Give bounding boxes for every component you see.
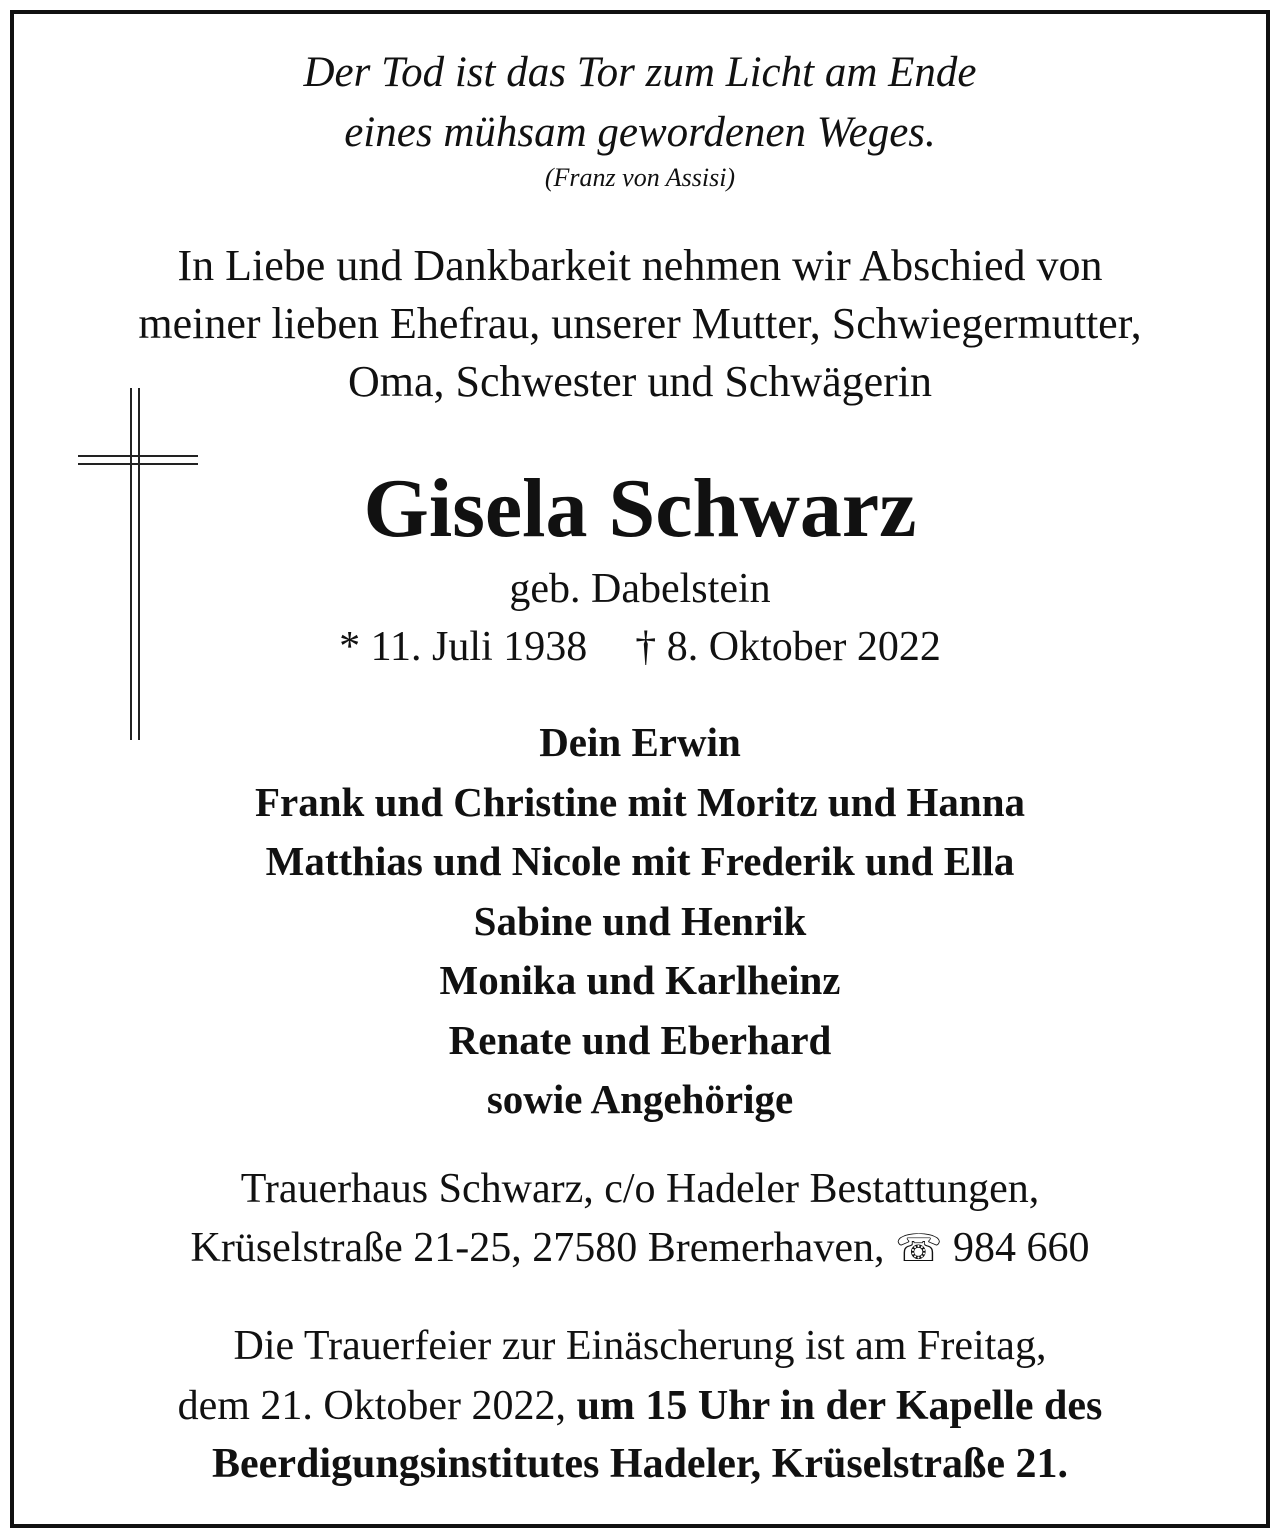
life-dates bbox=[0, 623, 1280, 671]
family-line: Monika und Karlheinz bbox=[439, 957, 841, 1003]
birth-name: geb. Dabelstein bbox=[509, 566, 771, 612]
ceremony-line-2 bbox=[0, 1382, 1280, 1430]
intro-line-2: meiner lieben Ehefrau, unserer Mutter, Schwiegermutter, bbox=[138, 299, 1142, 348]
intro-line-3: Oma, Schwester und Schwägerin bbox=[347, 357, 933, 406]
ceremony-time-place: um 15 Uhr in der Kapelle des bbox=[576, 1383, 1103, 1429]
telephone-icon: ☏ bbox=[894, 1228, 943, 1270]
cross-icon bbox=[78, 388, 200, 740]
address-line-1: Trauerhaus Schwarz, c/o Hadeler Bestattungen, bbox=[240, 1166, 1040, 1212]
quote-line-1: Der Tod ist das Tor zum Licht am Ende bbox=[303, 49, 977, 96]
quote-author: (Franz von Assisi) bbox=[544, 163, 736, 192]
family-line: sowie Angehörige bbox=[486, 1076, 794, 1122]
death-date: † 8. Oktober 2022 bbox=[635, 624, 941, 670]
family-line: Dein Erwin bbox=[539, 719, 741, 765]
notice-border bbox=[10, 10, 1270, 1528]
address-street: Krüselstraße 21-25, 27580 Bremerhaven, bbox=[190, 1225, 885, 1271]
family-line: Frank und Christine mit Moritz und Hanna bbox=[255, 779, 1025, 825]
birth-date: * 11. Juli 1938 bbox=[339, 624, 588, 670]
family-line: Sabine und Henrik bbox=[473, 898, 807, 944]
deceased-name: Gisela Schwarz bbox=[363, 462, 917, 555]
ceremony-line-1: Die Trauerfeier zur Einäscherung ist am Freitag, bbox=[233, 1323, 1047, 1369]
quote-line-2: eines mühsam gewordenen Weges. bbox=[344, 109, 936, 156]
ceremony-date: dem 21. Oktober 2022, bbox=[177, 1383, 567, 1429]
phone-number: 984 660 bbox=[953, 1225, 1090, 1271]
intro-line-1: In Liebe und Dankbarkeit nehmen wir Abschied von bbox=[177, 241, 1103, 290]
family-line: Renate und Eberhard bbox=[448, 1017, 832, 1063]
ceremony-line-3: Beerdigungsinstitutes Hadeler, Krüselstraße 21. bbox=[212, 1441, 1068, 1487]
address-line-2 bbox=[0, 1224, 1280, 1272]
family-line: Matthias und Nicole mit Frederik und Ella bbox=[265, 838, 1015, 884]
